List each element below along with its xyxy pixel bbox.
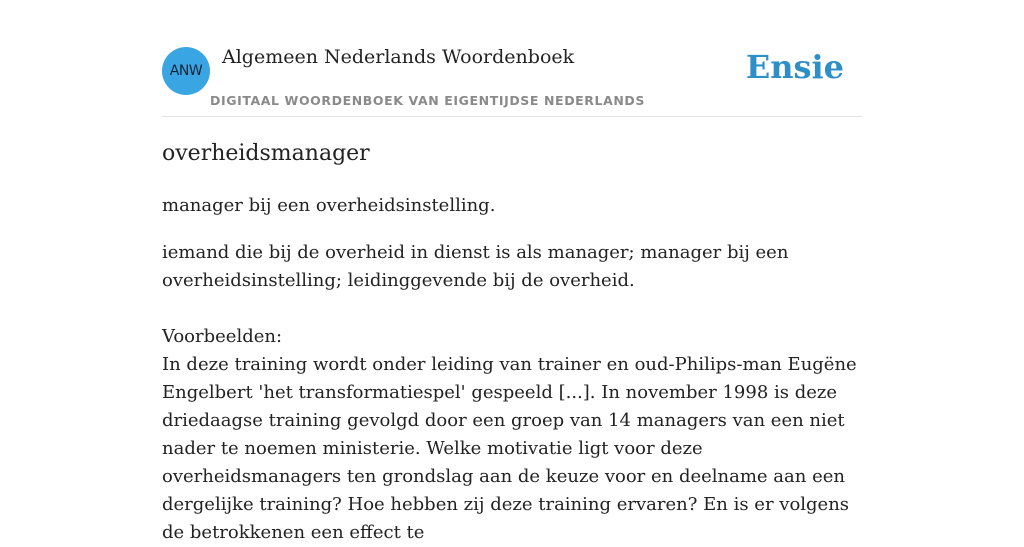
- site-subtitle: DIGITAAL WOORDENBOEK VAN EIGENTIJDSE NEDERLANDS: [210, 93, 646, 108]
- entry-description: iemand die bij de overheid in dienst is als manager; manager bij een overheidsinstelling; leidinggevende bij de overheid.: [162, 242, 789, 291]
- site-title[interactable]: Algemeen Nederlands Woordenboek: [222, 46, 575, 68]
- entry-definition: manager bij een overheidsinstelling.: [162, 195, 496, 216]
- examples-label: Voorbeelden:: [162, 326, 283, 347]
- anw-logo[interactable]: ANW: [162, 47, 210, 95]
- entry-headword: overheidsmanager: [162, 141, 370, 166]
- entry-content: [162, 138, 862, 547]
- example-text: In deze training wordt onder leiding van trainer en oud-Philips-man Eugëne Engelbert 'het transformatiespel' gespeeld [...]. In november 1998 is deze driedaagse training gevolgd door een groep van 14 managers van een niet nader te noemen ministerie. Welke motivatie ligt voor deze overheidsmanagers ten grondslag aan de keuze voor en deelname aan een dergelijke training? Hoe hebben zij deze training ervaren? En is er volgens de betrokkenen een effect te: [162, 354, 857, 543]
- ensie-brand-logo[interactable]: Ensie: [745, 48, 844, 86]
- site-header: [162, 0, 862, 117]
